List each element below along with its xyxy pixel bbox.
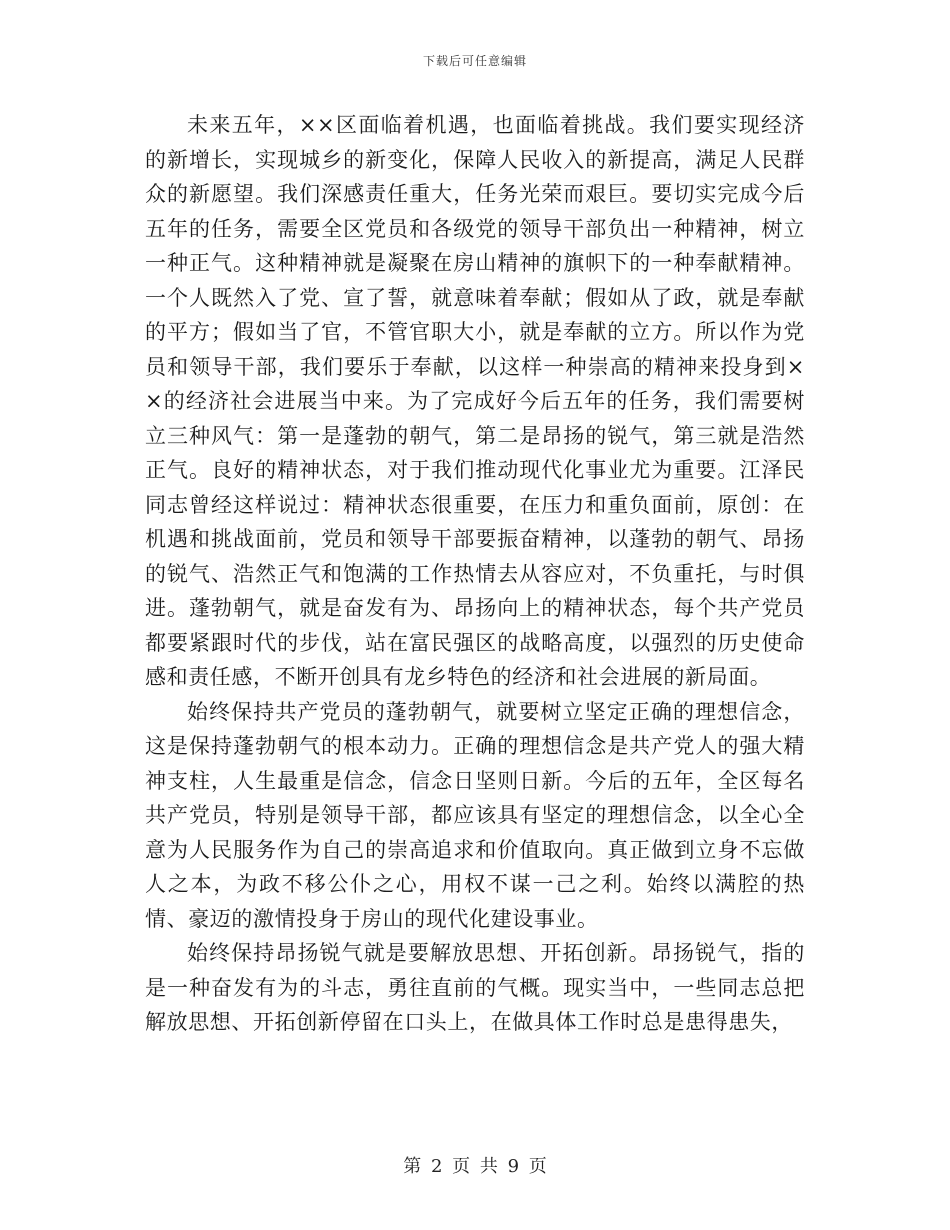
document-body — [145, 108, 805, 1040]
paragraph-2: 始终保持共产党员的蓬勃朝气，就要树立坚定正确的理想信念，这是保持蓬勃朝气的根本动力。正确的理想信念是共产党人的强大精神支柱，人生最重是信念，信念日坚则日新。今后的五年，全区每名共产党员，特别是领导干部，都应该具有坚定的理想信念，以全心全意为人民服务作为自己的崇高追求和价值取向。真正做到立身不忘做人之本，为政不移公仆之心，用权不谋一己之利。始终以满腔的热情、豪迈的激情投身于房山的现代化建设事业。 — [145, 699, 805, 931]
page-number-footer: 第 2 页 共 9 页 — [403, 1156, 547, 1177]
paragraph-3: 始终保持昂扬锐气就是要解放思想、开拓创新。昂扬锐气，指的是一种奋发有为的斗志，勇往直前的气概。现实当中，一些同志总把解放思想、开拓创新停留在口头上，在做具体工作时总是患得患失， — [145, 941, 805, 1034]
page-header: 下载后可任意编辑 — [422, 54, 527, 68]
paragraph-1: 未来五年，××区面临着机遇，也面临着挑战。我们要实现经济的新增长，实现城乡的新变化，保障人民收入的新提高，满足人民群众的新愿望。我们深感责任重大，任务光荣而艰巨。要切实完成今后五年的任务，需要全区党员和各级党的领导干部负出一种精神，树立一种正气。这种精神就是凝聚在房山精神的旗帜下的一种奉献精神。一个人既然入了党、宣了誓，就意味着奉献；假如从了政，就是奉献的平方；假如当了官，不管官职大小，就是奉献的立方。所以作为党员和领导干部，我们要乐于奉献，以这样一种崇高的精神来投身到××的经济社会进展当中来。为了完成好今后五年的任务，我们需要树立三种风气：第一是蓬勃的朝气，第二是昂扬的锐气，第三就是浩然正气。良好的精神状态，对于我们推动现代化事业尤为重要。江泽民同志曾经这样说过：精神状态很重要，在压力和重负面前，原创：在机遇和挑战面前，党员和领导干部要振奋精神，以蓬勃的朝气、昂扬的锐气、浩然正气和饱满的工作热情去从容应对，不负重托，与时俱进。蓬勃朝气，就是奋发有为、昂扬向上的精神状态，每个共产党员都要紧跟时代的步伐，站在富民强区的战略高度，以强烈的历史使命感和责任感，不断开创具有龙乡特色的经济和社会进展的新局面。 — [145, 113, 805, 689]
